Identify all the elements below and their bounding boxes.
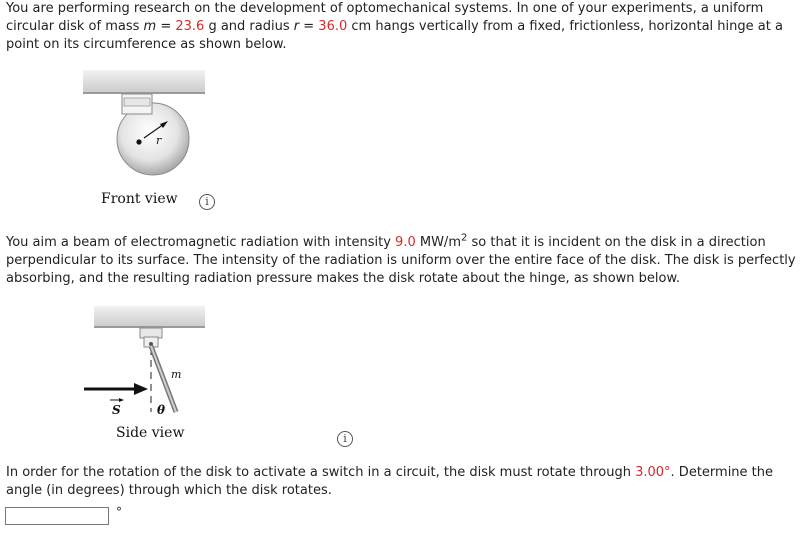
poynting-label: S (112, 403, 121, 417)
side-view-caption: Side view (116, 425, 185, 441)
intro-text: You are performing research on the development of optomechanical systems. In one of your experiments, a uniform circular disk of mass m = 23.6 g and radius r = 36.0 cm hangs vertically from a fixed, frictionless, horizontal hinge at a point on its circumference as shown below. (6, 1, 783, 52)
question-text: In order for the rotation of the disk to activate a switch in a circuit, the disk must rotate through 3.00°. Determine the angle (in degrees) through which the disk rotates. (6, 465, 774, 498)
degree-unit: ° (116, 505, 122, 519)
theta-label: θ (157, 403, 166, 417)
radius-value: 36.0 (318, 19, 348, 34)
mass-label: m (171, 368, 182, 381)
info-icon-front-view[interactable]: i (199, 194, 215, 210)
front-view-figure (80, 64, 210, 188)
radius-label: r (156, 134, 162, 147)
angle-value: 3.00° (635, 465, 671, 480)
front-view-caption: Front view (101, 191, 178, 207)
intensity-value: 9.0 (395, 235, 416, 250)
info-icon-side-view[interactable]: i (337, 431, 353, 447)
beam-text: You aim a beam of electromagnetic radiation with intensity 9.0 $MW/m^2$ so that it is incident on the disk in a direction perpendicular to its surface. The intensity of the radiation is uniform over the entire face of the disk. The disk is perfectly absorbing, and the resulting radiation pressure makes the disk rotate about the hinge, as shown below. (6, 232, 796, 286)
side-view-figure (80, 304, 210, 422)
answer-input[interactable] (5, 507, 109, 525)
mass-value: 23.6 (175, 19, 205, 34)
